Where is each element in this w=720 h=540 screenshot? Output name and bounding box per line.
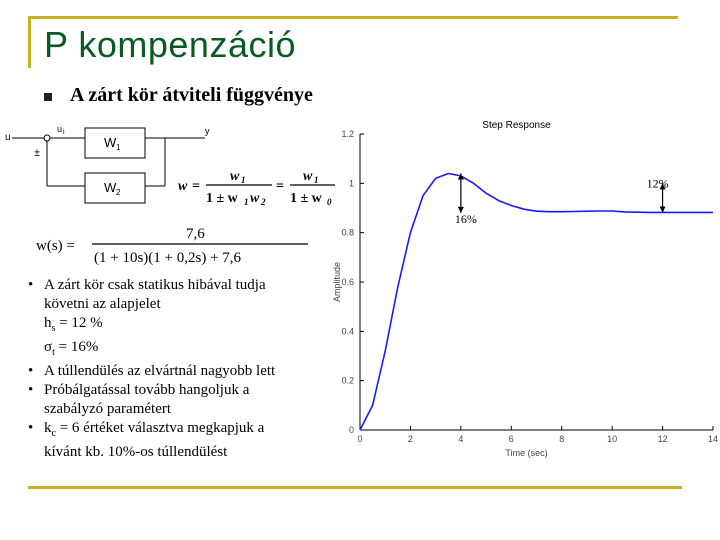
bullet-dot-icon: •: [28, 363, 34, 379]
eq-frac2-den-sub: 0: [327, 197, 332, 207]
list-item: [26, 276, 331, 314]
w2-block-sub: 2: [116, 188, 121, 197]
x-tick-label: 12: [657, 434, 668, 444]
bullet-text: = 6 értéket választva megkapjuk a: [55, 420, 265, 436]
y-tick-label: 0.4: [341, 326, 354, 337]
y-tick-label: 0: [348, 425, 354, 435]
eq-w: w: [178, 179, 188, 194]
bullet-text: Próbálgatással tovább hangoljuk a: [44, 382, 250, 398]
eq-frac1-den: 1 ± w: [206, 191, 238, 206]
chart-title: Step Response: [482, 120, 551, 131]
eq-frac1-den-sub-a: 1: [244, 197, 249, 207]
eq-frac1-den-w: w: [250, 191, 260, 206]
x-tick-label: 2: [407, 434, 413, 444]
bullet-dot-icon: •: [28, 382, 34, 398]
bullet-subscript: t: [52, 347, 55, 358]
eq-equals-1: =: [192, 179, 200, 194]
bullet-text: követni az alapjelet: [44, 296, 161, 312]
x-tick-label: 0: [357, 434, 363, 444]
annotation-arrowhead-down: [660, 206, 666, 212]
x-tick-label: 4: [458, 434, 464, 444]
y-axis-label: Amplitude: [332, 261, 342, 303]
y-tick-label: 0.6: [341, 277, 354, 287]
step-response-chart: [330, 112, 718, 462]
eq-equals-2: =: [276, 179, 284, 194]
bullet-text: σ: [44, 339, 53, 355]
eq-frac1-num-sub: 1: [241, 175, 246, 185]
eq-frac1-num: w: [230, 169, 240, 184]
list-item: [26, 338, 331, 362]
plus-minus-label: ±: [34, 147, 41, 159]
bullet-text: = 16%: [54, 339, 99, 355]
x-tick-label: 10: [607, 434, 618, 444]
u-label: u: [5, 132, 11, 143]
bullet-text: A zárt kör csak statikus hibával tudja: [44, 277, 266, 293]
bullet-list: [26, 276, 331, 462]
w1-block-label: W: [104, 135, 117, 150]
list-item: [26, 419, 331, 462]
eq-frac2-num: w: [303, 169, 313, 184]
y-tick-label: 0.2: [341, 375, 354, 386]
bullet-subscript: s: [51, 323, 56, 334]
annotation-label: 12%: [646, 176, 669, 191]
formula-denominator: (1 + 10s)(1 + 0,2s) + 7,6: [94, 250, 242, 266]
y-tick-label: 1: [348, 178, 354, 189]
eq-frac2-num-sub: 1: [314, 175, 319, 185]
formula-lhs: w(s) =: [36, 238, 75, 254]
frame-bottom-line: [28, 486, 682, 489]
bullet-text: A túllendülés az elvártnál nagyobb lett: [44, 363, 276, 379]
block-diagram: [0, 118, 345, 218]
transfer-function-formula: [36, 222, 311, 270]
x-tick-label: 6: [508, 434, 514, 444]
bullet-text: kívánt kb. 10%-os túllendülést: [44, 444, 228, 460]
w1-block-sub: 1: [116, 143, 121, 152]
bullet-subscript: c: [51, 428, 56, 439]
ui-sub: i: [63, 129, 65, 136]
w2-block-label: W: [104, 180, 117, 195]
x-axis-label: Time (sec): [505, 448, 548, 458]
y-tick-label: 1.2: [341, 129, 354, 139]
y-tick-label: 0.8: [341, 227, 354, 238]
bullet-dot-icon: •: [28, 277, 34, 293]
list-item: [26, 362, 331, 381]
x-tick-label: 8: [559, 434, 565, 444]
eq-frac1-den-sub-b: 2: [261, 197, 266, 207]
annotation-label: 16%: [454, 211, 477, 226]
bullet-text: = 12 %: [55, 315, 103, 331]
list-item: [26, 381, 331, 419]
x-tick-label: 14: [707, 434, 718, 444]
slide-subtitle: A zárt kör átviteli függvénye: [70, 84, 313, 106]
frame-left-line: [28, 16, 31, 68]
bullet-text: h: [44, 315, 52, 331]
slide-title: P kompenzáció: [44, 24, 296, 65]
frame-top-line: [28, 16, 678, 19]
bullet-text: k: [44, 420, 52, 436]
series-line: [360, 174, 713, 431]
eq-frac2-den: 1 ± w: [290, 191, 322, 206]
bullet-dot-icon: •: [28, 420, 34, 436]
ui-label: u: [57, 124, 63, 134]
formula-numerator: 7,6: [186, 226, 205, 242]
subtitle-bullet-icon: [44, 93, 52, 101]
y-label: y: [205, 126, 210, 136]
list-item: [26, 314, 331, 338]
bullet-text: szabályzó paramétert: [44, 401, 172, 417]
